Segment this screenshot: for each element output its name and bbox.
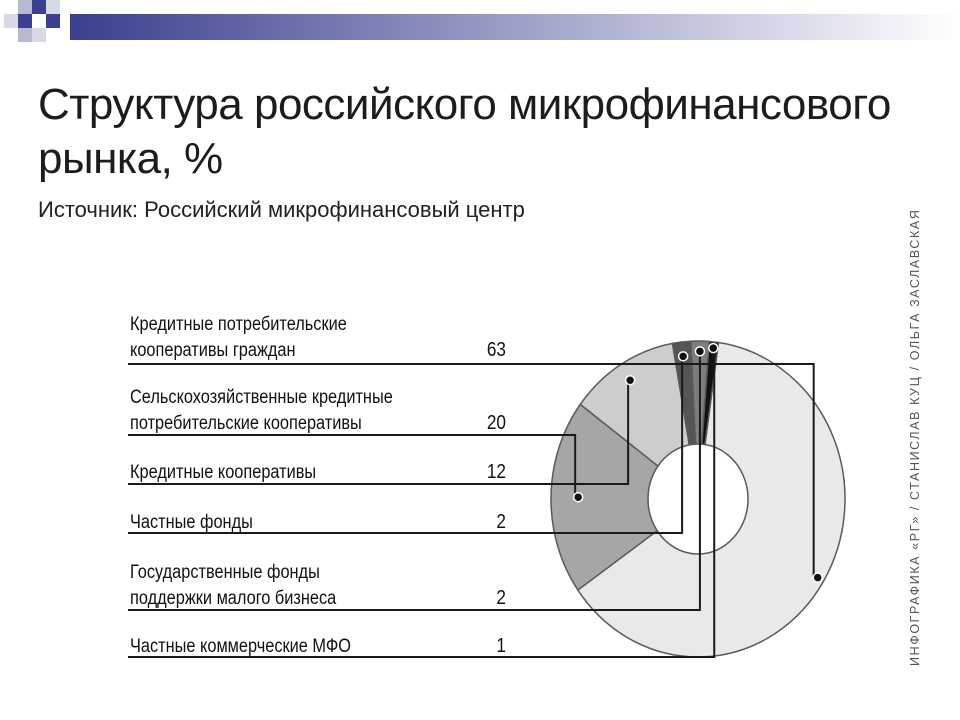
value-label-6: 1 — [496, 635, 506, 657]
value-label-2: 20 — [486, 412, 506, 434]
infographic-credit: ИНФОГРАФИКА «РГ» / СТАНИСЛАВ КУЦ / ОЛЬГА ЗАСЛАВСКАЯ — [908, 208, 922, 666]
leader-dot-5 — [695, 347, 704, 356]
chart-title-line-2: рынка, % — [38, 134, 223, 183]
leader-dot-1 — [813, 573, 822, 582]
category-label-5-line-2: поддержки малого бизнеса — [130, 588, 337, 609]
leader-dot-2 — [574, 493, 583, 502]
value-label-3: 12 — [486, 461, 506, 483]
category-label-2-line-1: Сельскохозяйственные кредитные — [130, 387, 393, 408]
category-label-1-line-1: Кредитные потребительские — [130, 314, 347, 335]
chart-source: Источник: Российский микрофинансовый центр — [38, 197, 525, 222]
category-label-5-line-1: Государственные фонды — [130, 562, 320, 583]
leader-dot-4 — [679, 352, 688, 361]
leader-dot-3 — [626, 376, 635, 385]
category-label-4-line-1: Частные фонды — [130, 512, 253, 533]
category-label-1-line-2: кооперативы граждан — [130, 340, 296, 361]
value-label-5: 2 — [496, 587, 506, 609]
category-label-2-line-2: потребительские кооперативы — [130, 413, 362, 434]
category-label-3-line-1: Кредитные кооперативы — [130, 462, 317, 483]
chart-title-line-1: Структура российского микрофинансового — [38, 80, 891, 129]
value-label-4: 2 — [496, 511, 506, 533]
leader-dot-6 — [709, 344, 718, 353]
category-label-6-line-1: Частные коммерческие МФО — [130, 636, 351, 657]
value-label-1: 63 — [486, 339, 506, 361]
